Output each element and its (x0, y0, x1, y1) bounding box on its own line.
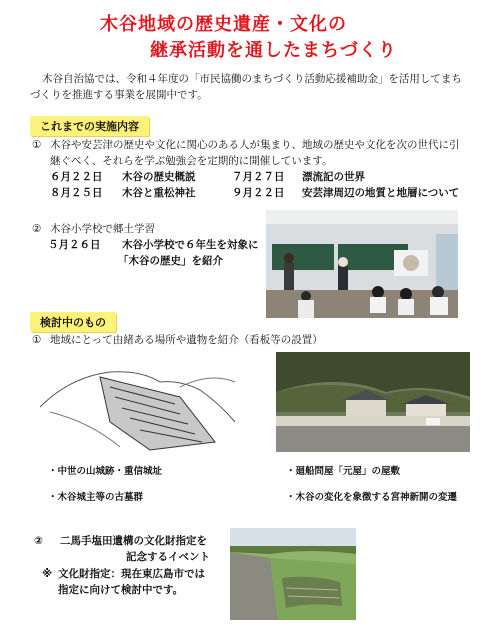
castle-ruins-sketch (30, 352, 242, 458)
event-title: 木谷と重松神社 (122, 187, 196, 199)
section-label-under-consideration: 検討中のもの (30, 312, 116, 332)
item-number: ① (32, 139, 42, 151)
list-item-reclaimed-land: ・木谷の変化を象徴する宮神新開の変遷 (286, 492, 458, 503)
intro-text-line1: 木谷自治協では、令和４年度の「市民協働のまちづくり活動応援補助金」を活用してまち (42, 73, 462, 85)
event-heading-line2: 記念するイベント (126, 551, 210, 563)
school-lesson-heading: 木谷小学校で郷土学習 (50, 223, 155, 235)
study-group-text-line1: 木谷や安芸津の歴史や文化に関心のある人が集まり、地域の歴史や文化を次の世代に引 (50, 139, 460, 151)
event-date: ７月２７日 (232, 171, 285, 183)
old-merchant-house-photo (276, 352, 470, 452)
item-number: ① (32, 334, 42, 346)
event-title: 漂流記の世界 (302, 171, 365, 183)
list-item-castle-ruins: ・中世の山城跡・重信城址 (48, 466, 163, 477)
intro-text-line2: づくりを推進する事業を展開中です。 (30, 89, 208, 101)
page-title-line1: 木谷地域の歴史遺産・文化の (100, 14, 347, 35)
salt-field-remains-photo (230, 528, 356, 620)
item-number: ② (34, 535, 43, 547)
note-text-line1: 文化財指定：現在東広島市では (58, 568, 205, 580)
list-item-old-graves: ・木谷城主等の古墓群 (48, 492, 144, 503)
event-heading-line1: 二馬手塩田遺構の文化財指定を (60, 535, 207, 547)
section-label-past-activities: これまでの実施内容 (30, 116, 149, 136)
note-text-line2: 指定に向けて検討中です。 (58, 584, 184, 596)
page-title-line2: 継承活動を通したまちづくり (150, 40, 397, 61)
event-date: ６月２２日 (50, 171, 103, 183)
classroom-photo (266, 210, 458, 318)
event-date: ８月２５日 (50, 187, 103, 199)
school-lesson-text-line2: 「木谷の歴史」を紹介 (118, 255, 223, 267)
item-number: ② (32, 223, 42, 235)
event-title: 安芸津周辺の地質と地層について (302, 187, 460, 199)
school-lesson-date: ５月２６日 (48, 239, 101, 251)
event-date: ９月２２日 (232, 187, 285, 199)
school-lesson-text-line1: 木谷小学校で６年生を対象に (122, 239, 259, 251)
list-item-merchant-house: ・廻船問屋「元屋」の屋敷 (286, 466, 401, 477)
signboard-heading: 地域にとって由緒ある場所や遺物を紹介（看板等の設置） (50, 334, 323, 346)
note-mark: ※ (42, 568, 53, 580)
study-group-text-line2: 継ぐべく、それらを学ぶ勉強会を定期的に開催しています。 (50, 155, 333, 167)
event-title: 木谷の歴史概説 (122, 171, 196, 183)
